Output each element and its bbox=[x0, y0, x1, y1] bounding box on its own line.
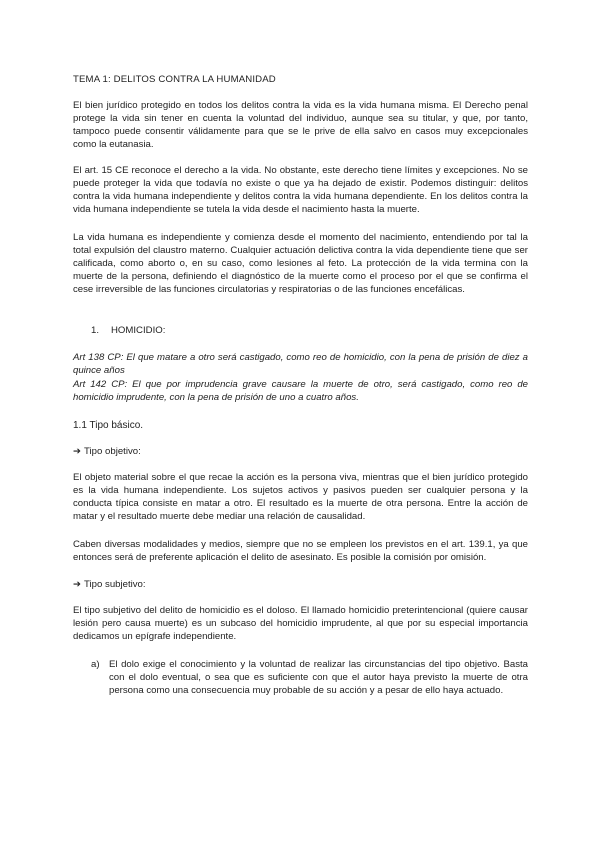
paragraph-art15: El art. 15 CE reconoce el derecho a la vida. No obstante, este derecho tiene límites y excepciones. No se puede proteger la vida que todavía no existe o que ya ha dejado de existir. Podemos distinguir: delitos contra la vida humana independiente y delitos contra la vida humana dependiente. En los delitos contra la vida humana independiente se tutela la vida desde el nacimiento hasta la muerte. bbox=[73, 165, 528, 215]
document-title: TEMA 1: DELITOS CONTRA LA HUMANIDAD bbox=[73, 74, 276, 85]
paragraph-vida-independiente: La vida humana es independiente y comienza desde el momento del nacimiento, entendiendo por tal la total expulsión del claustro materno. Cualquier actuación delictiva contra la vida dependiente tiene que ser calificada, como aborto o, en su caso, como lesiones al feto. La protección de la vida termina con la muerte de la persona, definiendo el diagnóstico de la muerte como el proceso por el que se confirma el cese irreversible de las funciones circulatorias y respiratorias o de las funciones encefálicas. bbox=[73, 232, 528, 295]
subsection-heading-tipo-basico: 1.1 Tipo básico. bbox=[73, 420, 144, 431]
list-item-label: a) bbox=[91, 659, 100, 670]
heading-tipo-subjetivo-text: Tipo subjetivo: bbox=[84, 579, 146, 590]
section-number: 1. bbox=[91, 325, 100, 336]
list-item-text: El dolo exige el conocimiento y la voluntad de realizar las circunstancias del tipo objetivo. Basta con el dolo eventual, o sea que es suficiente con que el autor haya previsto la muerte de otra persona como una consecuencia muy probable de su acción y a pesar de ello haya actuado. bbox=[109, 659, 528, 696]
list-item bbox=[91, 658, 528, 697]
paragraph-objeto-material: El objeto material sobre el que recae la acción es la persona viva, mientras que el bien jurídico protegido es la vida humana independiente. Los sujetos activos y pasivos pueden ser cualquier persona y la conducta típica consiste en matar a otro. El resultado es la muerte de otra persona. Entre la acción de matar y el resultado muerte debe mediar una relación de causalidad. bbox=[73, 472, 528, 522]
article-142: Art 142 CP: El que por imprudencia grave causare la muerte de otro, será castigado, como reo de homicidio imprudente, con la pena de prisión de uno a cuatro años. bbox=[73, 379, 528, 403]
article-138: Art 138 CP: El que matare a otro será castigado, como reo de homicidio, con la pena de prisión de diez a quince años bbox=[73, 352, 528, 376]
paragraph-bien-juridico: El bien jurídico protegido en todos los delitos contra la vida es la vida humana misma. El Derecho penal protege la vida sin tener en cuenta la voluntad del individuo, aunque sea su titular, y que, por tanto, tampoco puede consentir válidamente para que se le prive de ella salvo en casos muy excepcionales como la eutanasia. bbox=[73, 100, 528, 150]
heading-tipo-subjetivo bbox=[73, 578, 528, 591]
paragraph-modalidades: Caben diversas modalidades y medios, siempre que no se empleen los previstos en el art. 139.1, ya que entonces será de preferente aplicación el delito de asesinato. Es posible la comisión por omisión. bbox=[73, 539, 528, 563]
heading-tipo-objetivo-text: Tipo objetivo: bbox=[84, 446, 141, 457]
section-heading-text: HOMICIDIO: bbox=[111, 325, 166, 336]
paragraph-tipo-subjetivo: El tipo subjetivo del delito de homicidio es el doloso. El llamado homicidio preterintencional (quiere causar lesión pero causa muerte) es un subcaso del homicidio imprudente, al que por su especial importancia dedicamos un epígrafe independiente. bbox=[73, 605, 528, 642]
heading-tipo-objetivo bbox=[73, 445, 528, 458]
arrow-right-icon: ➔ bbox=[73, 579, 82, 590]
arrow-right-icon: ➔ bbox=[73, 446, 82, 457]
section-heading-homicidio bbox=[91, 324, 546, 337]
